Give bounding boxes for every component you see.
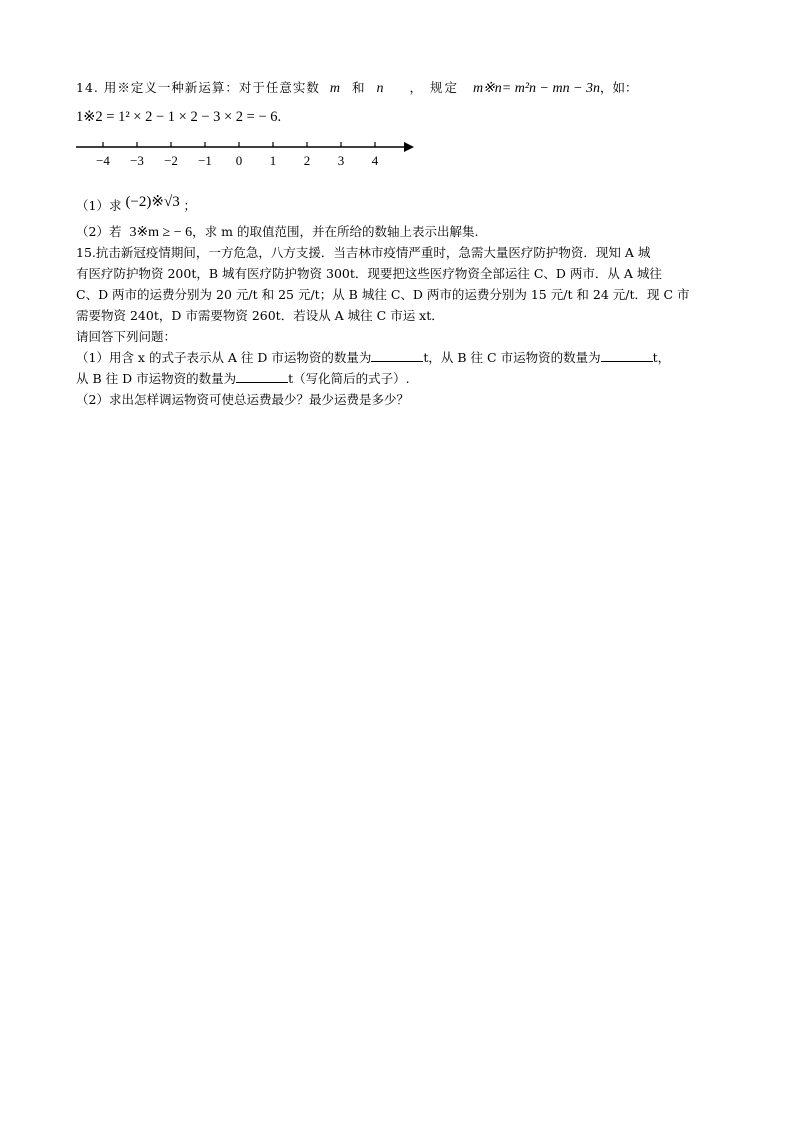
part2-expression: 3※m ≥ − 6: [129, 225, 193, 240]
q15-part2: （2）求出怎样调运物资可使总运费最少？最少运费是多少？: [76, 392, 409, 407]
q15-line1: 15.抗击新冠疫情期间，一方危急，八方支援．当吉林市疫情严重时，急需大量医疗防护物资．现知 A 城: [76, 245, 651, 260]
number-line-tick-label: 1: [269, 153, 277, 168]
q15-part1-line2: [76, 369, 410, 389]
number-line-arrow: [404, 142, 414, 152]
part1-expr-text: (−2)※√3: [125, 194, 180, 210]
q15-line5: 请回答下列问题：: [76, 329, 177, 344]
number-line-tick-label: 4: [371, 153, 379, 168]
number-line-tick-label: 0: [235, 153, 243, 168]
q14-intro: [76, 78, 638, 99]
q14-label: 14. 用※定义一种新运算：对于任意实数: [76, 80, 320, 95]
number-line-tick-label: −1: [198, 153, 212, 168]
part1-prefix: （1）求: [76, 198, 122, 213]
number-line-tick-label: −3: [130, 153, 144, 168]
and-word: 和: [351, 80, 365, 95]
p1-text-e: t（写化简后的式子）.: [288, 371, 410, 386]
definition-rhs: = m²n − mn − 3n: [501, 81, 601, 96]
p1-text-c: t，: [652, 350, 671, 365]
number-line-svg: [76, 135, 416, 175]
number-line: [76, 135, 416, 175]
p1-text-b: t，从 B 往 C 市运物资的数量为: [423, 350, 601, 365]
q15-line2: 有医疗防护物资 200t，B 城有医疗防护物资 300t．现要把这些医疗物资全部运往 C、D 两市．从 A 城往: [76, 266, 662, 281]
q14-part1: [76, 196, 196, 216]
definition-tail: ，如：: [600, 80, 638, 95]
part1-expression: [125, 194, 183, 210]
definition-lhs: m※n: [472, 81, 502, 96]
answer-blank-b-to-d[interactable]: [236, 370, 288, 383]
comma: ，: [409, 80, 422, 95]
number-line-tick-label: −4: [96, 153, 110, 168]
q14-example: 1※2 = 1² × 2 − 1 × 2 − 3 × 2 = − 6.: [76, 109, 282, 125]
rule-word: 规定: [429, 80, 459, 95]
p1-text-d: 从 B 往 D 市运物资的数量为: [76, 371, 237, 386]
part2-prefix: （2）若: [76, 224, 122, 239]
q15-line4: 需要物资 240t，D 市需要物资 260t．若设从 A 城往 C 市运 xt．: [76, 308, 444, 323]
q14-part2: [76, 222, 478, 243]
answer-blank-b-to-c[interactable]: [601, 349, 653, 362]
answer-blank-a-to-d[interactable]: [371, 349, 423, 362]
part2-text: ，求 m 的取值范围，并在所给的数轴上表示出解集.: [192, 224, 479, 239]
number-line-tick-label: 2: [303, 153, 311, 168]
q15-part1-line1: [76, 348, 670, 368]
number-line-tick-label: 3: [337, 153, 345, 168]
number-line-tick-label: −2: [164, 153, 178, 168]
var-m: m: [329, 81, 340, 96]
p1-text-a: （1）用含 x 的式子表示从 A 往 D 市运物资的数量为: [76, 350, 372, 365]
part1-suffix: ；: [183, 198, 196, 213]
q15-line3: C、D 两市的运费分别为 20 元/t 和 25 元/t；从 B 城往 C、D 两市的运费分别为 15 元/t 和 24 元/t．现 C 市: [76, 287, 690, 302]
var-n: n: [376, 81, 384, 96]
